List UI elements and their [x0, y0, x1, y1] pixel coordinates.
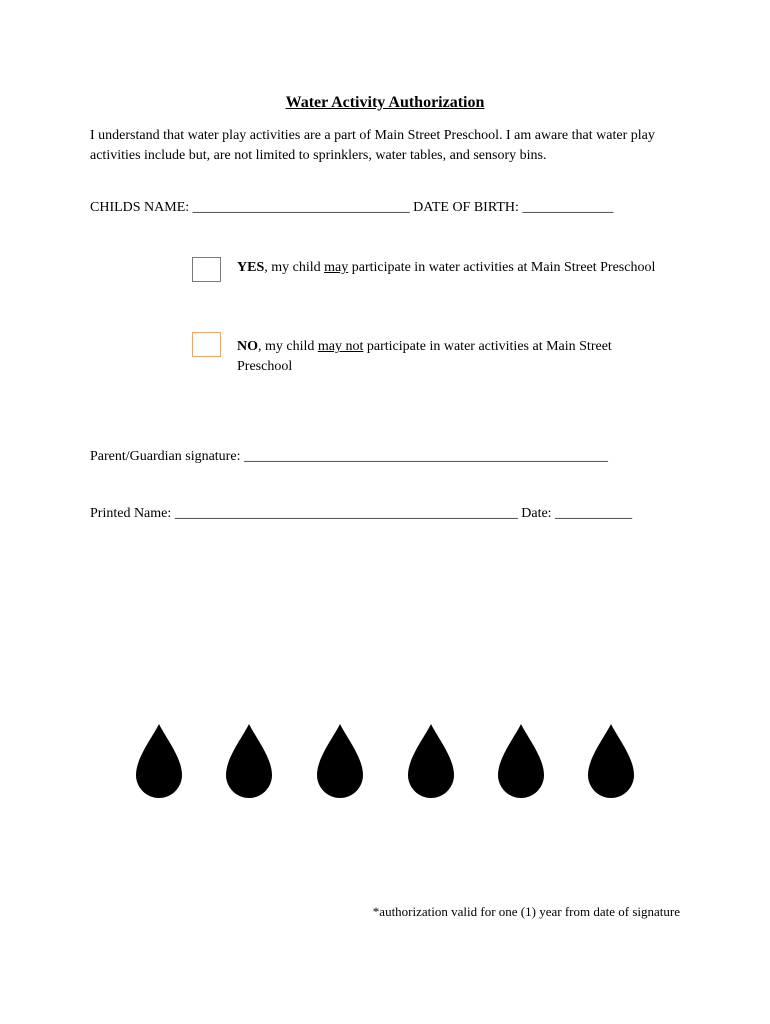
water-drop-icon — [406, 722, 456, 800]
water-drop-icon — [496, 722, 546, 800]
yes-label: YES — [237, 260, 265, 275]
no-checkbox[interactable] — [192, 332, 221, 357]
water-drops-row — [134, 722, 644, 802]
no-underlined: may not — [317, 339, 364, 354]
no-option-text — [237, 337, 657, 377]
water-drop-icon — [586, 722, 636, 800]
validity-footnote: *authorization valid for one (1) year from date of signature — [372, 904, 680, 919]
signature-line: Parent/Guardian signature: ____________________________________________________ — [90, 449, 608, 464]
no-pre: , my child — [258, 339, 318, 354]
water-drop-icon — [134, 722, 184, 800]
intro-paragraph: I understand that water play activities are a part of Main Street Preschool. I am aware that water play activities include but, are not limited to sprinklers, water tables, and sensory bins. — [90, 128, 655, 163]
yes-underlined: may — [324, 260, 349, 275]
yes-checkbox[interactable] — [192, 257, 221, 282]
page-title: Water Activity Authorization — [285, 94, 485, 111]
yes-pre: , my child — [264, 260, 325, 275]
water-drop-icon — [224, 722, 274, 800]
yes-option-text — [237, 258, 657, 278]
water-drop-icon — [315, 722, 365, 800]
childs-name-dob-line: CHILDS NAME: _______________________________ DATE OF BIRTH: _____________ — [90, 200, 614, 215]
printed-name-date-line: Printed Name: _________________________________________________ Date: ___________ — [90, 506, 633, 521]
no-post: participate in water activities at Main Street Preschool — [237, 339, 612, 374]
yes-post: participate in water activities at Main Street Preschool — [348, 260, 656, 275]
no-label: NO — [237, 339, 258, 354]
